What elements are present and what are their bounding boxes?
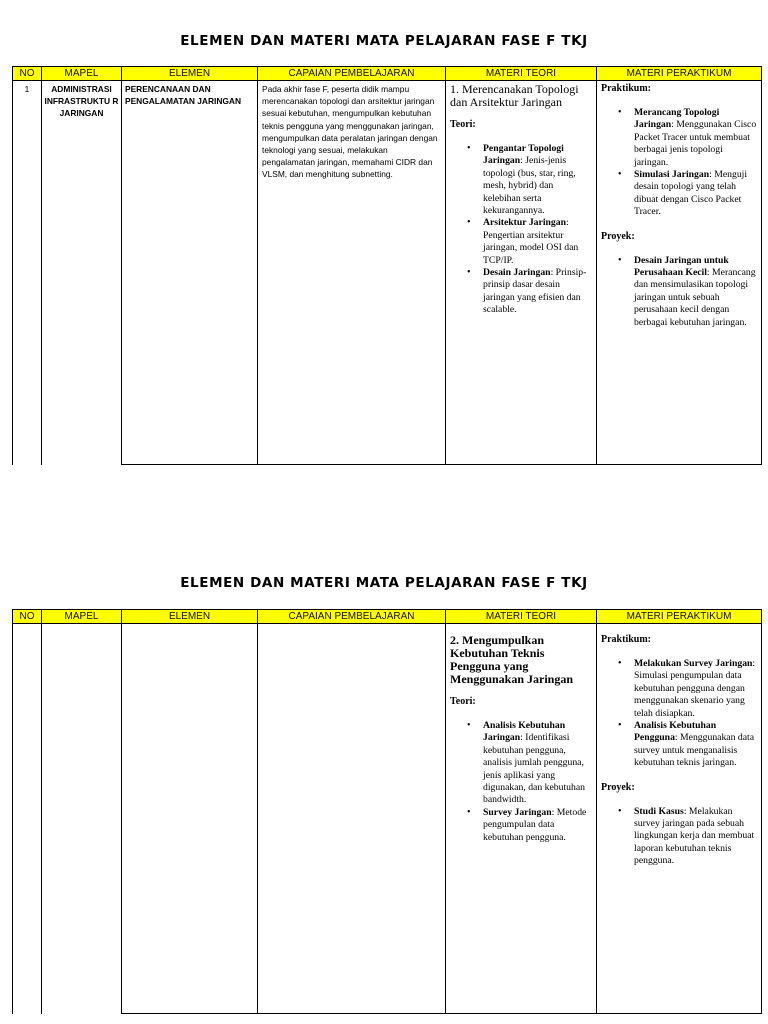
cell-elemen (122, 624, 258, 1014)
header-materi-praktikum: MATERI PERAKTIKUM (597, 67, 762, 81)
proyek-label: Proyek: (601, 781, 635, 793)
header-materi-praktikum: MATERI PERAKTIKUM (597, 610, 762, 624)
cell-mapel (42, 624, 122, 1014)
teori-label: Teori: (450, 119, 476, 130)
header-no: NO (13, 610, 42, 624)
praktikum-list (601, 107, 757, 219)
proyek-list (601, 806, 757, 868)
praktikum-list (601, 658, 757, 770)
cell-materi-praktikum (597, 81, 762, 465)
table-header-row (13, 67, 762, 81)
cell-no (13, 624, 42, 1014)
table-row (13, 81, 762, 465)
materi-table (12, 66, 762, 465)
header-mapel: MAPEL (42, 610, 122, 624)
cell-materi-teori (446, 624, 597, 1014)
list-item: • Arsitektur Jaringan: Pengertian arsitektur jaringan, model OSI dan TCP/IP. (483, 217, 592, 267)
proyek-list (601, 255, 757, 329)
header-elemen: ELEMEN (122, 67, 258, 81)
header-mapel: MAPEL (42, 67, 122, 81)
header-no: NO (13, 67, 42, 81)
page-title: ELEMEN DAN MATERI MATA PELAJARAN FASE F TKJ (180, 575, 588, 591)
list-item: • Pengantar Topologi Jaringan: Jenis-jenis topologi (bus, star, ring, mesh, hybrid) dan kelebihan serta kekurangannya. (483, 143, 592, 217)
list-item: • Analisis Kebutuhan Jaringan: Identifikasi kebutuhan pengguna, analisis jumlah pengguna, jenis aplikasi yang digunakan, dan kebutuhan bandwidth. (483, 720, 592, 807)
list-item: • Desain Jaringan untuk Perusahaan Kecil: Merancang dan mensimulasikan topologi jaringan untuk sebuah perusahaan kecil dengan berbagai kebutuhan jaringan. (634, 255, 757, 329)
list-item: • Survey Jaringan: Metode pengumpulan data kebutuhan pengguna. (483, 807, 592, 844)
praktikum-label: Praktikum: (601, 83, 651, 94)
cell-mapel: ADMINISTRASI INFRASTRUKTU R JARINGAN (42, 81, 122, 465)
cell-materi-praktikum (597, 624, 762, 1014)
header-materi-teori: MATERI TEORI (446, 67, 597, 81)
header-materi-teori: MATERI TEORI (446, 610, 597, 624)
teori-section-title: 2. Mengumpulkan Kebutuhan Teknis Pengguna yang Menggunakan Jaringan (450, 633, 574, 686)
proyek-label: Proyek: (601, 230, 635, 242)
list-item: • Melakukan Survey Jaringan: Simulasi pengumpulan data kebutuhan pengguna dengan menggunakan skenario yang telah disiapkan. (634, 658, 757, 720)
list-item: • Merancang Topologi Jaringan: Menggunakan Cisco Packet Tracer untuk membuat berbagai jenis topologi jaringan. (634, 107, 757, 169)
header-capaian: CAPAIAN PEMBELAJARAN (258, 610, 446, 624)
cell-no: 1 (13, 81, 42, 465)
teori-label: Teori: (450, 696, 476, 707)
cell-capaian (258, 624, 446, 1014)
cell-materi-teori (446, 81, 597, 465)
teori-list (450, 143, 592, 317)
list-item: • Simulasi Jaringan: Menguji desain topologi yang telah dibuat dengan Cisco Packet Tracer. (634, 169, 757, 219)
praktikum-label: Praktikum: (601, 634, 651, 645)
cell-capaian: Pada akhir fase F, peserta didik mampu merencanakan topologi dan arsitektur jaringan sesuai kebutuhan, mengumpulkan kebutuhan teknis pengguna yang menggunakan jaringan, mengumpulkan data peralatan jaringan dengan teknologi yang sesuai, melakukan pengalamatan jaringan, memahami CIDR dan VLSM, dan menghitung subnetting. (258, 81, 446, 465)
page-title: ELEMEN DAN MATERI MATA PELAJARAN FASE F TKJ (180, 33, 588, 49)
document-page-1 (0, 0, 768, 470)
table-row (13, 624, 762, 1014)
cell-elemen: PERENCANAAN DAN PENGALAMATAN JARINGAN (122, 81, 258, 465)
teori-section-title: 1. Merencanakan Topologi dan Arsitektur Jaringan (450, 82, 579, 109)
list-item: • Analisis Kebutuhan Pengguna: Menggunakan data survey untuk menganalisis kebutuhan teknis jaringan. (634, 720, 757, 770)
list-item: • Studi Kasus: Melakukan survey jaringan pada sebuah lingkungan kerja dan membuat laporan kebutuhan teknis pengguna. (634, 806, 757, 868)
teori-list (450, 720, 592, 844)
document-page-2 (0, 560, 768, 1024)
header-capaian: CAPAIAN PEMBELAJARAN (258, 67, 446, 81)
list-item: • Desain Jaringan: Prinsip-prinsip dasar desain jaringan yang efisien dan scalable. (483, 267, 592, 317)
table-header-row (13, 610, 762, 624)
materi-table (12, 609, 762, 1014)
header-elemen: ELEMEN (122, 610, 258, 624)
